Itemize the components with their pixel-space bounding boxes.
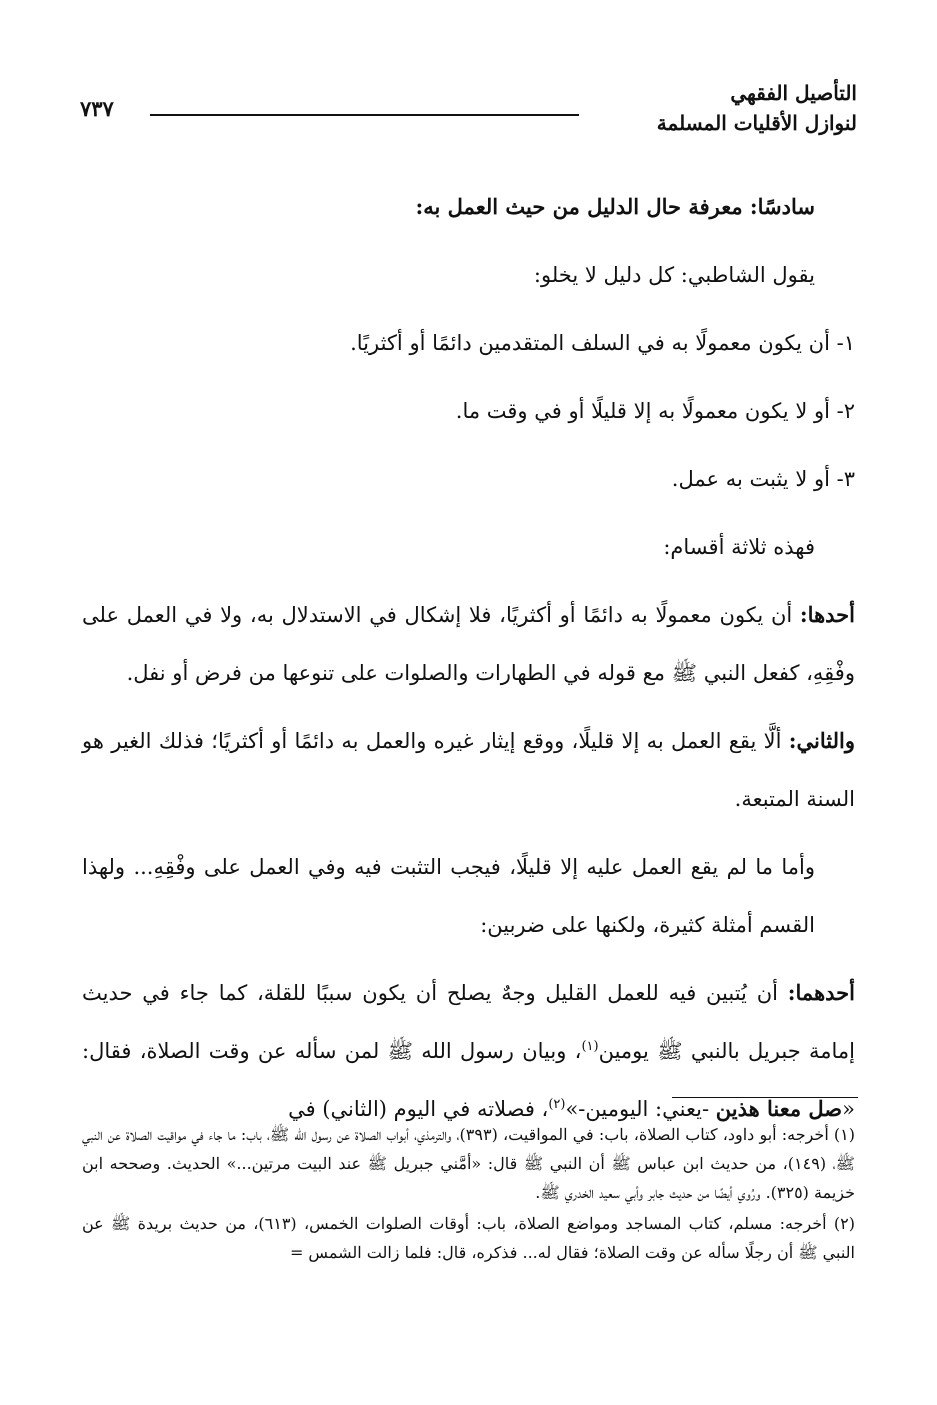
footnote-2: (٢) أخرجه: مسلم، كتاب المساجد ومواضع الصلاة، باب: أوقات الصلوات الخمس، (٦١٣)، من حديث بريدة ﷺ عن النبي ﷺ أن رجلًا سأله عن وقت الصلاة؛ فقال له... فذكره، قال: فلما زالت الشمس = (82, 1214, 855, 1262)
paragraph-second-text: ألَّا يقع العمل به إلا قليلًا، ووقع إيثار غيره والعمل به دائمًا أو أكثريًا؛ فذلك الغير هو السنة المتبعة. (82, 729, 855, 811)
intro-line: يقول الشاطبي: كل دليل لا يخلو: (533, 263, 815, 287)
list-item-3: ٣- أو لا يثبت به عمل. (671, 467, 855, 491)
footnote-ref-2[interactable]: (٢) (548, 1097, 566, 1112)
book-title (657, 78, 857, 138)
paragraph-third: وأما ما لم يقع العمل عليه إلا قليلًا، فيجب التثبت فيه وفي العمل على وفْقِهِ... ولهذا القسم أمثلة كثيرة، ولكنها على ضربين: (82, 855, 815, 937)
section-heading: سادسًا: معرفة حال الدليل من حيث العمل به: (415, 194, 815, 219)
book-title-line1: التأصيل الفقهي (730, 81, 857, 105)
header-rule (150, 114, 579, 116)
page-header (80, 78, 857, 150)
list-item-1: ١- أن يكون معمولًا به في السلف المتقدمين دائمًا أو أكثريًا. (350, 331, 855, 355)
paragraph-fourth-text-a: أن يُتبين فيه للعمل القليل وجهٌ يصلح أن يكون سببًا للقلة، كما جاء في حديث إمامة جبريل بالنبي ﷺ يومين (82, 981, 855, 1063)
list-item-2: ٢- أو لا يكون معمولًا به إلا قليلًا أو في وقت ما. (455, 399, 855, 423)
paragraph-fourth-text-b: ، وبيان رسول الله ﷺ لمن سأله عن وقت الصلاة، فقال: « (82, 1039, 855, 1121)
paragraph-first (82, 586, 855, 702)
paragraph-fourth-text-c: -يعني: اليومين-» (565, 1097, 716, 1121)
footnote-ref-1[interactable]: (١) (581, 1039, 599, 1054)
paragraph-fourth (82, 964, 855, 1138)
footnotes (82, 1120, 855, 1269)
hadith-quote: صل معنا هذين (715, 1096, 843, 1121)
paragraph-fourth-text-d: ، فصلاته في اليوم (الثاني) في (288, 1097, 549, 1121)
paragraph-first-lead: أحدها: (799, 602, 855, 627)
page-number: ٧٣٧ (80, 96, 114, 121)
paragraph-fourth-lead: أحدهما: (787, 980, 855, 1005)
book-title-line2: لنوازل الأقليات المسلمة (656, 111, 857, 135)
paragraph-second (82, 712, 855, 828)
page-body (82, 178, 855, 1148)
paragraph-second-lead: والثاني: (788, 728, 855, 753)
summary-line: فهذه ثلاثة أقسام: (663, 535, 815, 559)
paragraph-first-text: أن يكون معمولًا به دائمًا أو أكثريًا، فلا إشكال في الاستدلال به، ولا في العمل على وفْقِهِ، كفعل النبي ﷺ مع قوله في الطهارات والصلوات على تنوعها من فرض أو نفل. (82, 603, 855, 685)
footnote-separator (672, 1097, 858, 1098)
footnote-1: (١) أخرجه: أبو داود، كتاب الصلاة، باب: في المواقيت، (٣٩٣)، والترمذي، أبواب الصلاة عن رسول الله ﷺ، باب: ما جاء في مواقيت الصلاة عن النبي ﷺ، (١٤٩)، من حديث ابن عباس ﷺ أن النبي ﷺ قال: «أمَّني جبريل ﷺ عند البيت مرتين...» الحديث. وصححه ابن خزيمة (٣٢٥). ورُوي أيضًا من حديث جابر وأبي سعيد الخدري ﷺ. (82, 1125, 856, 1202)
